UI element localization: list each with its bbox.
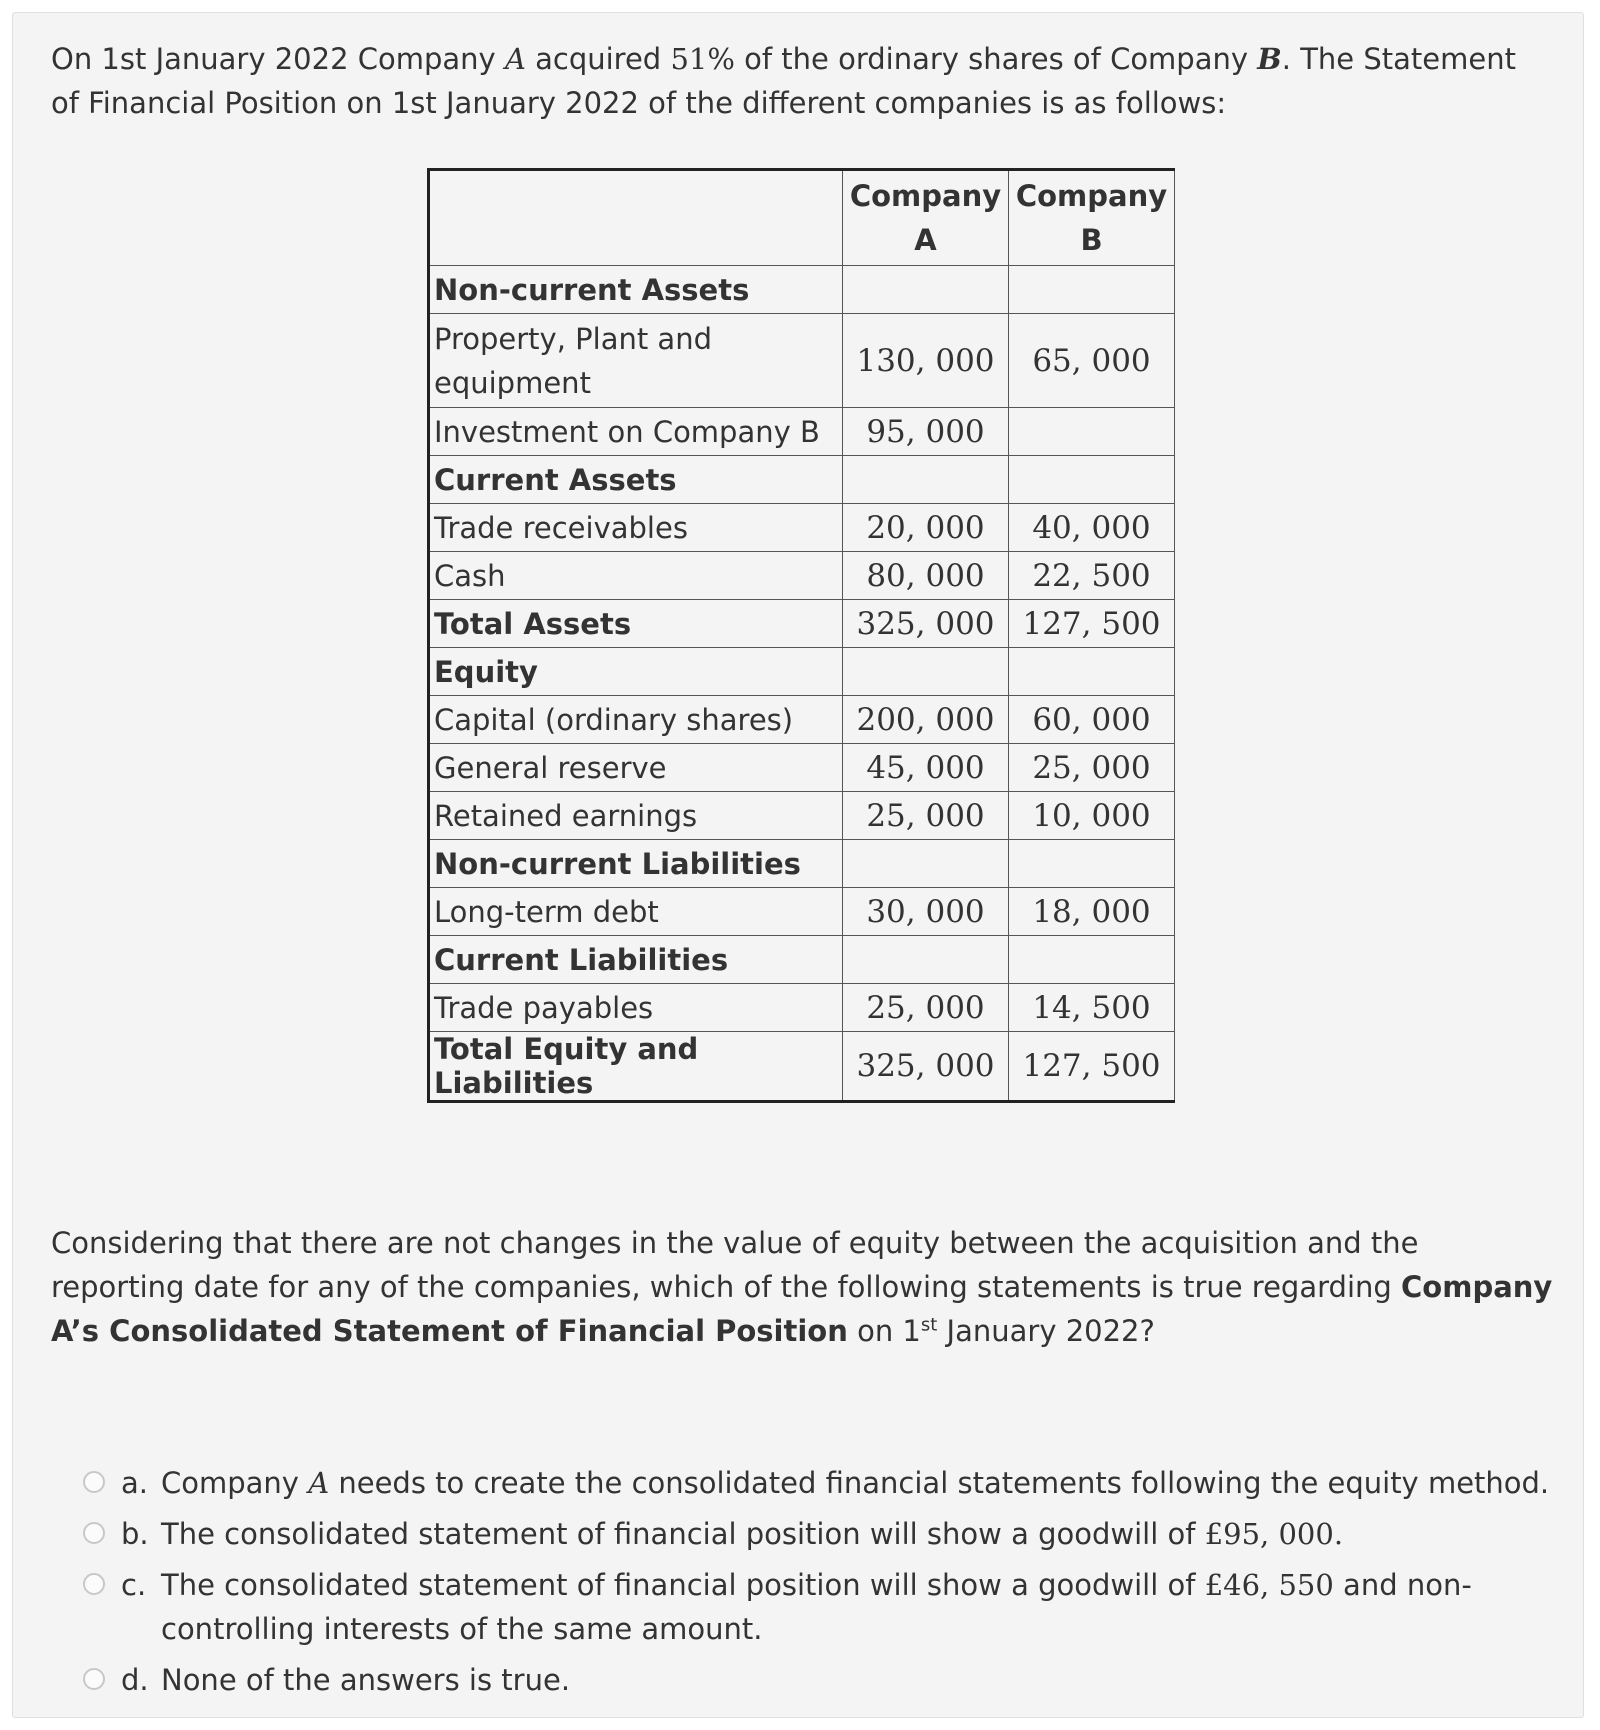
option-text: and non-controlling interests of the same amount. [161,1568,1472,1646]
table-row [429,888,1175,936]
intro-text: . The Statement of Financial Position on 1st January 2022 of the different companies is as follows: [51,42,1516,120]
table-row [429,266,1175,314]
table-row [429,408,1175,456]
row-label: Trade payables [429,984,843,1032]
table-row [429,456,1175,504]
option-text: Company [161,1466,309,1500]
percent-value: 51% [670,42,735,76]
radio-button[interactable] [83,1668,105,1690]
company-a-value: 200, 000 [843,696,1009,744]
option-letter: a. [121,1466,148,1500]
option-letter: b. [121,1517,149,1551]
company-b-symbol: B [1257,42,1282,76]
answer-options [73,1461,1563,1709]
radio-button[interactable] [83,1573,105,1595]
header-company-b: Company B [1009,170,1175,266]
company-a-value: 30, 000 [843,888,1009,936]
table-row [429,600,1175,648]
row-label: Trade receivables [429,504,843,552]
company-b-value: 127, 500 [1009,1032,1175,1102]
table-row [429,792,1175,840]
row-label: Current Liabilities [429,936,843,984]
table-row [429,984,1175,1032]
question-panel [12,12,1584,1718]
company-b-value [1009,840,1175,888]
row-label: Non-current Liabilities [429,840,843,888]
company-b-value: 18, 000 [1009,888,1175,936]
option-text: The consolidated statement of financial position will show a goodwill of [161,1568,1205,1602]
company-b-value: 40, 000 [1009,504,1175,552]
answer-option[interactable] [73,1563,1563,1651]
intro-text: On 1st January 2022 Company [51,42,505,76]
company-b-value [1009,456,1175,504]
table-row [429,696,1175,744]
option-text: A [308,1466,330,1500]
row-label: Retained earnings [429,792,843,840]
company-b-value [1009,408,1175,456]
row-label: Non-current Assets [429,266,843,314]
table-header-row [429,170,1175,266]
company-a-value: 325, 000 [843,1032,1009,1102]
company-b-value: 22, 500 [1009,552,1175,600]
company-b-value: 14, 500 [1009,984,1175,1032]
answer-option[interactable] [73,1461,1563,1505]
table-row [429,648,1175,696]
question-text [51,1221,1561,1353]
company-a-value: 130, 000 [843,314,1009,408]
answer-option[interactable] [73,1658,1563,1702]
row-label: Current Assets [429,456,843,504]
company-b-value [1009,936,1175,984]
option-text: £46, 550 [1204,1568,1334,1602]
table-row [429,552,1175,600]
option-letter: d. [121,1663,149,1697]
intro-text: of the ordinary shares of Company [734,42,1258,76]
question-bold-part: Company A’s Consolidated Statement of Financial Position [51,1270,1553,1348]
question-part: on 1 [847,1314,921,1348]
row-label: General reserve [429,744,843,792]
company-a-value: 20, 000 [843,504,1009,552]
company-b-value: 60, 000 [1009,696,1175,744]
question-part: Considering that there are not changes in the value of equity between the acquisition and the reporting date for any of the companies, which of the following statements is true regarding [51,1226,1419,1304]
radio-button[interactable] [83,1522,105,1544]
option-letter: c. [121,1568,147,1602]
company-b-value: 127, 500 [1009,600,1175,648]
header-empty [429,170,843,266]
radio-button[interactable] [83,1471,105,1493]
row-label: Cash [429,552,843,600]
financial-position-table [427,168,1175,1103]
row-label: Long-term debt [429,888,843,936]
row-label: Total Equity and Liabilities [429,1032,843,1102]
option-text: needs to create the consolidated financial statements following the equity method. [329,1466,1550,1500]
row-label: Capital (ordinary shares) [429,696,843,744]
question-part: January 2022? [937,1314,1155,1348]
option-text: None of the answers is true. [161,1663,571,1697]
row-label: Property, Plant and equipment [429,314,843,408]
company-a-value: 80, 000 [843,552,1009,600]
company-b-value: 65, 000 [1009,314,1175,408]
company-b-value: 10, 000 [1009,792,1175,840]
table-row [429,1032,1175,1102]
table-row [429,504,1175,552]
table-row [429,314,1175,408]
header-company-a: Company A [843,170,1009,266]
company-a-value: 25, 000 [843,984,1009,1032]
option-text: The consolidated statement of financial position will show a goodwill of [161,1517,1205,1551]
company-a-value: 45, 000 [843,744,1009,792]
intro-text: acquired [525,42,671,76]
company-a-value [843,648,1009,696]
row-label: Total Assets [429,600,843,648]
table-row [429,744,1175,792]
company-b-value: 25, 000 [1009,744,1175,792]
company-a-value: 325, 000 [843,600,1009,648]
company-a-value [843,266,1009,314]
row-label: Investment on Company B [429,408,843,456]
company-a-value [843,456,1009,504]
company-a-value: 25, 000 [843,792,1009,840]
company-b-value [1009,648,1175,696]
question-intro [51,37,1551,125]
table-row [429,840,1175,888]
ordinal-suffix: st [920,1314,938,1336]
answer-option[interactable] [73,1512,1563,1556]
company-a-value: 95, 000 [843,408,1009,456]
company-a-value [843,936,1009,984]
company-a-value [843,840,1009,888]
table-row [429,936,1175,984]
option-text: £95, 000. [1204,1517,1344,1551]
row-label: Equity [429,648,843,696]
company-b-value [1009,266,1175,314]
company-a-symbol: A [504,42,526,76]
